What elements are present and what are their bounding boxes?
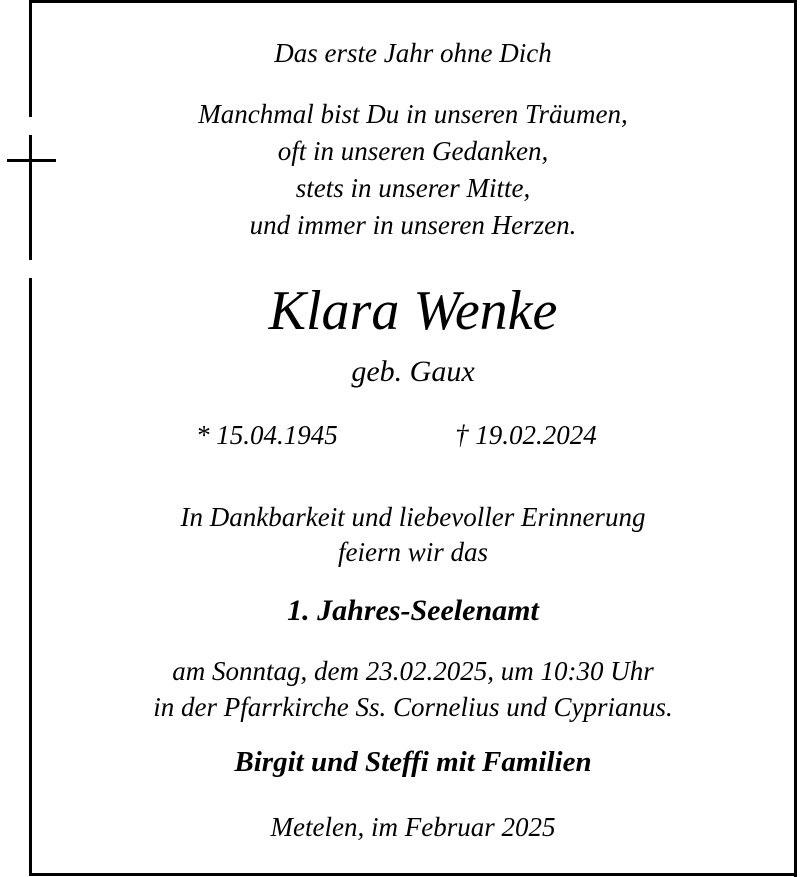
poem-line: stets in unserer Mitte, <box>295 173 531 203</box>
deceased-name: Klara Wenke <box>268 280 558 342</box>
event-detail: am Sonntag, dem 23.02.2025, um 10:30 Uhr <box>172 656 654 686</box>
family-signature: Birgit und Steffi mit Familien <box>234 746 592 778</box>
poem-line: oft in unseren Gedanken, <box>277 136 549 166</box>
event-detail: in der Pfarrkirche Ss. Cornelius und Cyprianus. <box>153 692 673 722</box>
event-title: 1. Jahres-Seelenamt <box>287 594 539 627</box>
place-date: Metelen, im Februar 2025 <box>270 812 556 842</box>
gratitude-line: feiern wir das <box>337 537 488 567</box>
maiden-name: geb. Gaux <box>351 355 475 388</box>
gratitude-line: In Dankbarkeit und liebevoller Erinnerung <box>180 502 646 532</box>
poem-line: und immer in unseren Herzen. <box>249 210 577 240</box>
frame-right-border <box>794 0 797 877</box>
poem-line: Manchmal bist Du in unseren Träumen, <box>198 99 628 129</box>
frame-top-border <box>29 0 797 3</box>
birth-date: * 15.04.1945 <box>196 420 338 450</box>
death-date: † 19.02.2024 <box>455 420 597 450</box>
heading: Das erste Jahr ohne Dich <box>274 38 552 68</box>
frame-bottom-border <box>29 873 797 876</box>
